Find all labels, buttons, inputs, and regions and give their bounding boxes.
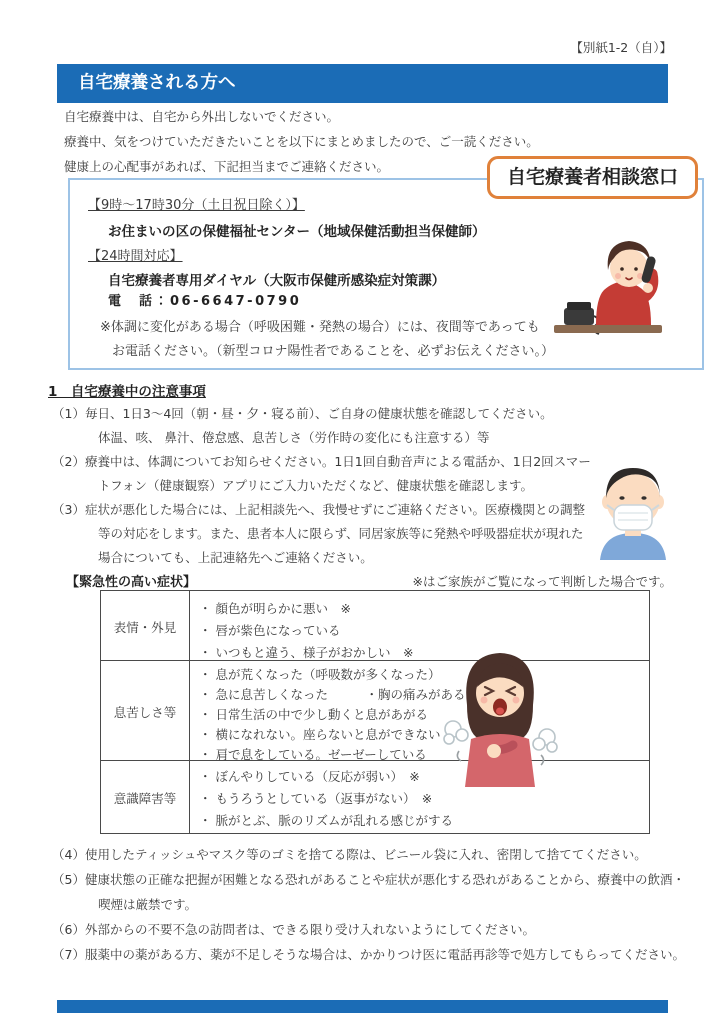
symptom-bullet: ・ 横になれない。座らないと息ができない xyxy=(199,727,441,742)
symptom-bullet: ・ 脈がとぶ、脈のリズムが乱れる感じがする xyxy=(199,813,453,828)
contact-hours-line: 【24時間対応】 xyxy=(88,249,183,264)
note-line: （1）毎日、1日3～4回（朝・昼・夕・寝る前）、ご自身の健康状態を確認してください。 xyxy=(52,406,553,421)
symptom-bullet: ・ 肩で息をしている。ゼーゼーしている xyxy=(199,747,427,762)
note-line: 等の対応をします。また、患者本人に限らず、同居家族等に発熱や呼吸器症状が現れた xyxy=(98,526,584,541)
symptoms-caption: 【緊急性の高い症状】 xyxy=(66,575,197,590)
contact-hours-line: 【9時～17時30分（土日祝日除く）】 xyxy=(88,198,305,213)
note-line: （2）療養中は、体調についてお知らせください。1日1回自動音声による電話か、1日2回スマー xyxy=(52,454,591,469)
contact-note-line: ※体調に変化がある場合（呼吸困難・発熱の場合）には、夜間等であっても xyxy=(100,320,540,335)
contact-box xyxy=(68,178,704,370)
note-line: （3）症状が悪化した場合には、上記相談先へ、我慢せずにご連絡ください。医療機関との調整 xyxy=(52,502,585,517)
symptom-row-label: 意識障害等 xyxy=(113,791,177,806)
note-line: （6）外部からの不要不急の訪問者は、できる限り受け入れないようにしてください。 xyxy=(52,922,535,937)
intro-line: 健康上の心配事があれば、下記担当までご連絡ください。 xyxy=(64,159,390,174)
symptom-row-label: 息苦しさ等 xyxy=(113,705,177,720)
symptom-row-label: 表情・外見 xyxy=(113,620,177,635)
masked-man-illustration xyxy=(594,460,672,560)
note-line: 体温、咳、 鼻汁、倦怠感、息苦しさ（労作時の変化にも注意する）等 xyxy=(98,430,490,445)
intro-line: 療養中、気をつけていただきたいことを以下にまとめましたので、ご一読ください。 xyxy=(64,134,539,149)
note-line: トフォン（健康観察）アプリにご入力いただくなど、健康状態を確認します。 xyxy=(98,478,534,493)
symptom-bullet: ・ 顔色が明らかに悪い ※ xyxy=(199,601,351,616)
symptom-bullet: ・ 日常生活の中で少し動くと息があがる xyxy=(199,707,428,722)
note-line: 場合についても、上記連絡先へご連絡ください。 xyxy=(98,550,373,565)
page-title-bar xyxy=(57,64,668,103)
note-line: 喫煙は厳禁です。 xyxy=(98,897,198,912)
intro-line: 自宅療養中は、自宅から外出しないでください。 xyxy=(64,109,340,124)
masked-man-illustration xyxy=(594,460,672,560)
table-column-divider xyxy=(189,591,190,833)
phone-consult-illustration xyxy=(552,228,664,350)
note-line: （7）服薬中の薬がある方、薬が不足しそうな場合は、かかりつけ医に電話再診等で処方してもらってください。 xyxy=(52,947,685,962)
page-title: 自宅療養される方へ xyxy=(78,73,236,93)
contact-name-line: 自宅療養者専用ダイヤル（大阪市保健所感染症対策課） xyxy=(108,273,446,289)
phone-consult-illustration xyxy=(552,228,664,350)
note-line: （5）健康状態の正確な把握が困難となる恐れがあることや症状が悪化する恐れがあることから、療養中の飲酒・ xyxy=(52,872,685,887)
footer-bar xyxy=(57,1000,668,1013)
section1-heading: 1 自宅療養中の注意事項 xyxy=(48,384,206,400)
symptom-bullet: ・ いつもと違う、様子がおかしい ※ xyxy=(199,645,414,660)
symptom-bullet: ・ もうろうとしている（返事がない） ※ xyxy=(199,791,433,806)
breathless-woman-illustration xyxy=(437,645,564,787)
consult-window-badge: 自宅療養者相談窓口 xyxy=(487,156,698,199)
symptom-bullet: ・ 急に息苦しくなった ・胸の痛みがある xyxy=(199,687,466,702)
symptom-bullet: ・ ぼんやりしている（反応が弱い） ※ xyxy=(199,769,420,784)
symptom-bullet: ・ 息が荒くなった（呼吸数が多くなった） xyxy=(199,667,441,682)
symptoms-note: ※はご家族がご覧になって判断した場合です。 xyxy=(412,574,672,589)
symptoms-table xyxy=(100,590,650,834)
symptom-bullet: ・ 唇が紫色になっている xyxy=(199,623,341,638)
contact-name-line: お住まいの区の保健福祉センター（地域保健活動担当保健師） xyxy=(108,224,486,240)
doc-label: 【別紙1-2（自）】 xyxy=(570,40,672,55)
contact-note-line: お電話ください。（新型コロナ陽性者であることを、必ずお伝えください。） xyxy=(112,344,555,359)
phone-number: 電 話：06-6647-0790 xyxy=(108,294,302,309)
note-line: （4）使用したティッシュやマスク等のゴミを捨てる際は、ビニール袋に入れ、密閉して捨ててください。 xyxy=(52,847,647,862)
breathless-woman-illustration xyxy=(437,645,564,787)
